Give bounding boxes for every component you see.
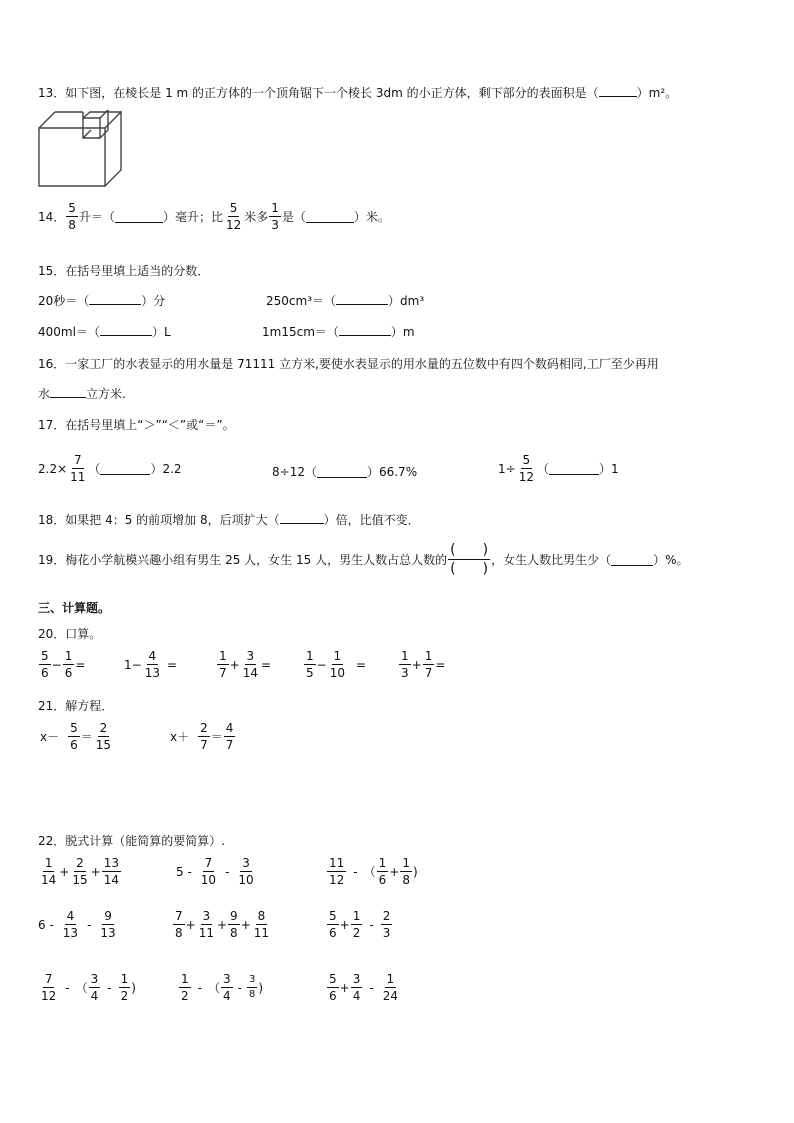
question-20-title: 20．口算。 <box>38 627 102 641</box>
answer-blank[interactable] <box>549 462 599 475</box>
question-16-line1: 16．一家工厂的水表显示的用水量是 71111 立方米,要使水表显示的用水量的五位数中有四个数码相同,工厂至少再用 <box>38 357 659 371</box>
q20-expr-5: $\frac{1}{3}$ + $\frac{1}{7}$ = <box>401 649 446 680</box>
q22-expr-9: $\frac{5}{6}$ + $\frac{3}{4}$ - $\frac{1}{24}$ <box>329 972 398 1003</box>
section-title: 三、计算题。 <box>38 601 111 615</box>
fraction: $\frac{5}{8}$ <box>68 201 76 232</box>
q22-expr-5: $\frac{7}{8}$ + $\frac{3}{11}$ + $\frac{9}{8}$ + $\frac{8}{11}$ <box>175 909 270 940</box>
q22-expr-8: $\frac{1}{2}$ - （ $\frac{3}{4}$ - $\frac{3}{8}$ ) <box>181 972 264 1003</box>
answer-blank[interactable] <box>50 385 86 398</box>
question-14: 14． $\frac{5}{8}$ 升＝（ ）毫升；比 $\frac{5}{12}$ 米多 $\frac{1}{3}$ 是（ ）米。 <box>38 201 390 232</box>
q15-item-3: 400ml＝（ ）L <box>38 325 171 339</box>
question-16-line2: 水 立方米. <box>38 387 126 401</box>
answer-blank[interactable] <box>100 462 150 475</box>
q22-expr-3: $\frac{11}{12}$ - （ $\frac{1}{6}$ + $\frac{1}{8}$ ) <box>329 856 418 887</box>
cube-figure <box>37 108 127 190</box>
question-22-title: 22．脱式计算（能简算的要简算）. <box>38 834 226 848</box>
answer-blank[interactable] <box>306 210 354 223</box>
answer-fraction-blank[interactable]: ( ) ( ) <box>450 542 489 577</box>
q17-item-1: 2.2× $\frac{7}{11}$ （ ）2.2 <box>38 453 182 484</box>
fraction: $\frac{5}{12}$ <box>225 201 242 232</box>
answer-blank[interactable] <box>280 511 324 524</box>
answer-blank[interactable] <box>100 323 152 336</box>
q22-expr-6: $\frac{5}{6}$ + $\frac{1}{2}$ - $\frac{2}{3}$ <box>329 909 391 940</box>
question-18: 18．如果把 4：5 的前项增加 8，后项扩大（ ）倍，比值不变． <box>38 513 420 527</box>
answer-blank[interactable] <box>317 465 367 478</box>
q22-expr-4: 6 - $\frac{4}{13}$ - $\frac{9}{13}$ <box>38 909 116 940</box>
q15-item-4: 1m15cm＝（ ）m <box>262 325 415 339</box>
q15-item-2: 250cm³＝（ ）dm³ <box>266 294 425 308</box>
q21-equation-1: x－ $\frac{5}{6}$ ＝ $\frac{2}{15}$ <box>40 721 112 752</box>
q22-expr-7: $\frac{7}{12}$ - （ $\frac{3}{4}$ - $\frac{1}{2}$ ) <box>41 972 136 1003</box>
question-13: 13．如下图，在棱长是 1 m 的正方体的一个顶角锯下一个棱长 3dm 的小正方体，剩下部分的表面积是（ ）m²。 <box>38 86 678 100</box>
q20-expr-3: $\frac{1}{7}$ + $\frac{3}{14}$ = <box>219 649 272 680</box>
q21-equation-2: x＋ $\frac{2}{7}$ ＝ $\frac{4}{7}$ <box>170 721 234 752</box>
answer-blank[interactable] <box>611 553 653 566</box>
fraction: $\frac{5}{12}$ <box>518 453 534 484</box>
question-15-title: 15．在括号里填上适当的分数． <box>38 264 210 278</box>
fraction: $\frac{7}{11}$ <box>70 453 86 484</box>
q20-expr-2: 1− $\frac{4}{13}$ = <box>124 649 178 680</box>
q22-expr-2: 5 - $\frac{7}{10}$ - $\frac{3}{10}$ <box>176 856 254 887</box>
answer-blank[interactable] <box>115 210 163 223</box>
q17-item-2: 8÷12（ ）66.7% <box>272 465 418 479</box>
answer-blank[interactable] <box>339 323 391 336</box>
question-19: 19．梅花小学航模兴趣小组有男生 25 人，女生 15 人，男生人数占总人数的 ( ) ( ) ，女生人数比男生少（ ）%。 <box>38 542 689 577</box>
q17-item-3: 1÷ $\frac{5}{12}$ （ ）1 <box>498 453 619 484</box>
q15-item-1: 20秒＝（ ）分 <box>38 294 166 308</box>
question-21-title: 21．解方程． <box>38 699 114 713</box>
q20-expr-4: $\frac{1}{5}$ − $\frac{1}{10}$ = <box>306 649 367 680</box>
q22-expr-1: $\frac{1}{14}$ + $\frac{2}{15}$ + $\frac{13}{14}$ <box>41 856 119 887</box>
question-17-title: 17．在括号里填上“＞”“＜”或“＝”。 <box>38 418 235 432</box>
q20-expr-1: $\frac{5}{6}$ − $\frac{1}{6}$ = <box>41 649 86 680</box>
answer-blank[interactable] <box>89 292 141 305</box>
answer-blank[interactable] <box>336 292 388 305</box>
answer-blank[interactable] <box>599 84 637 97</box>
fraction: $\frac{1}{3}$ <box>271 201 279 232</box>
